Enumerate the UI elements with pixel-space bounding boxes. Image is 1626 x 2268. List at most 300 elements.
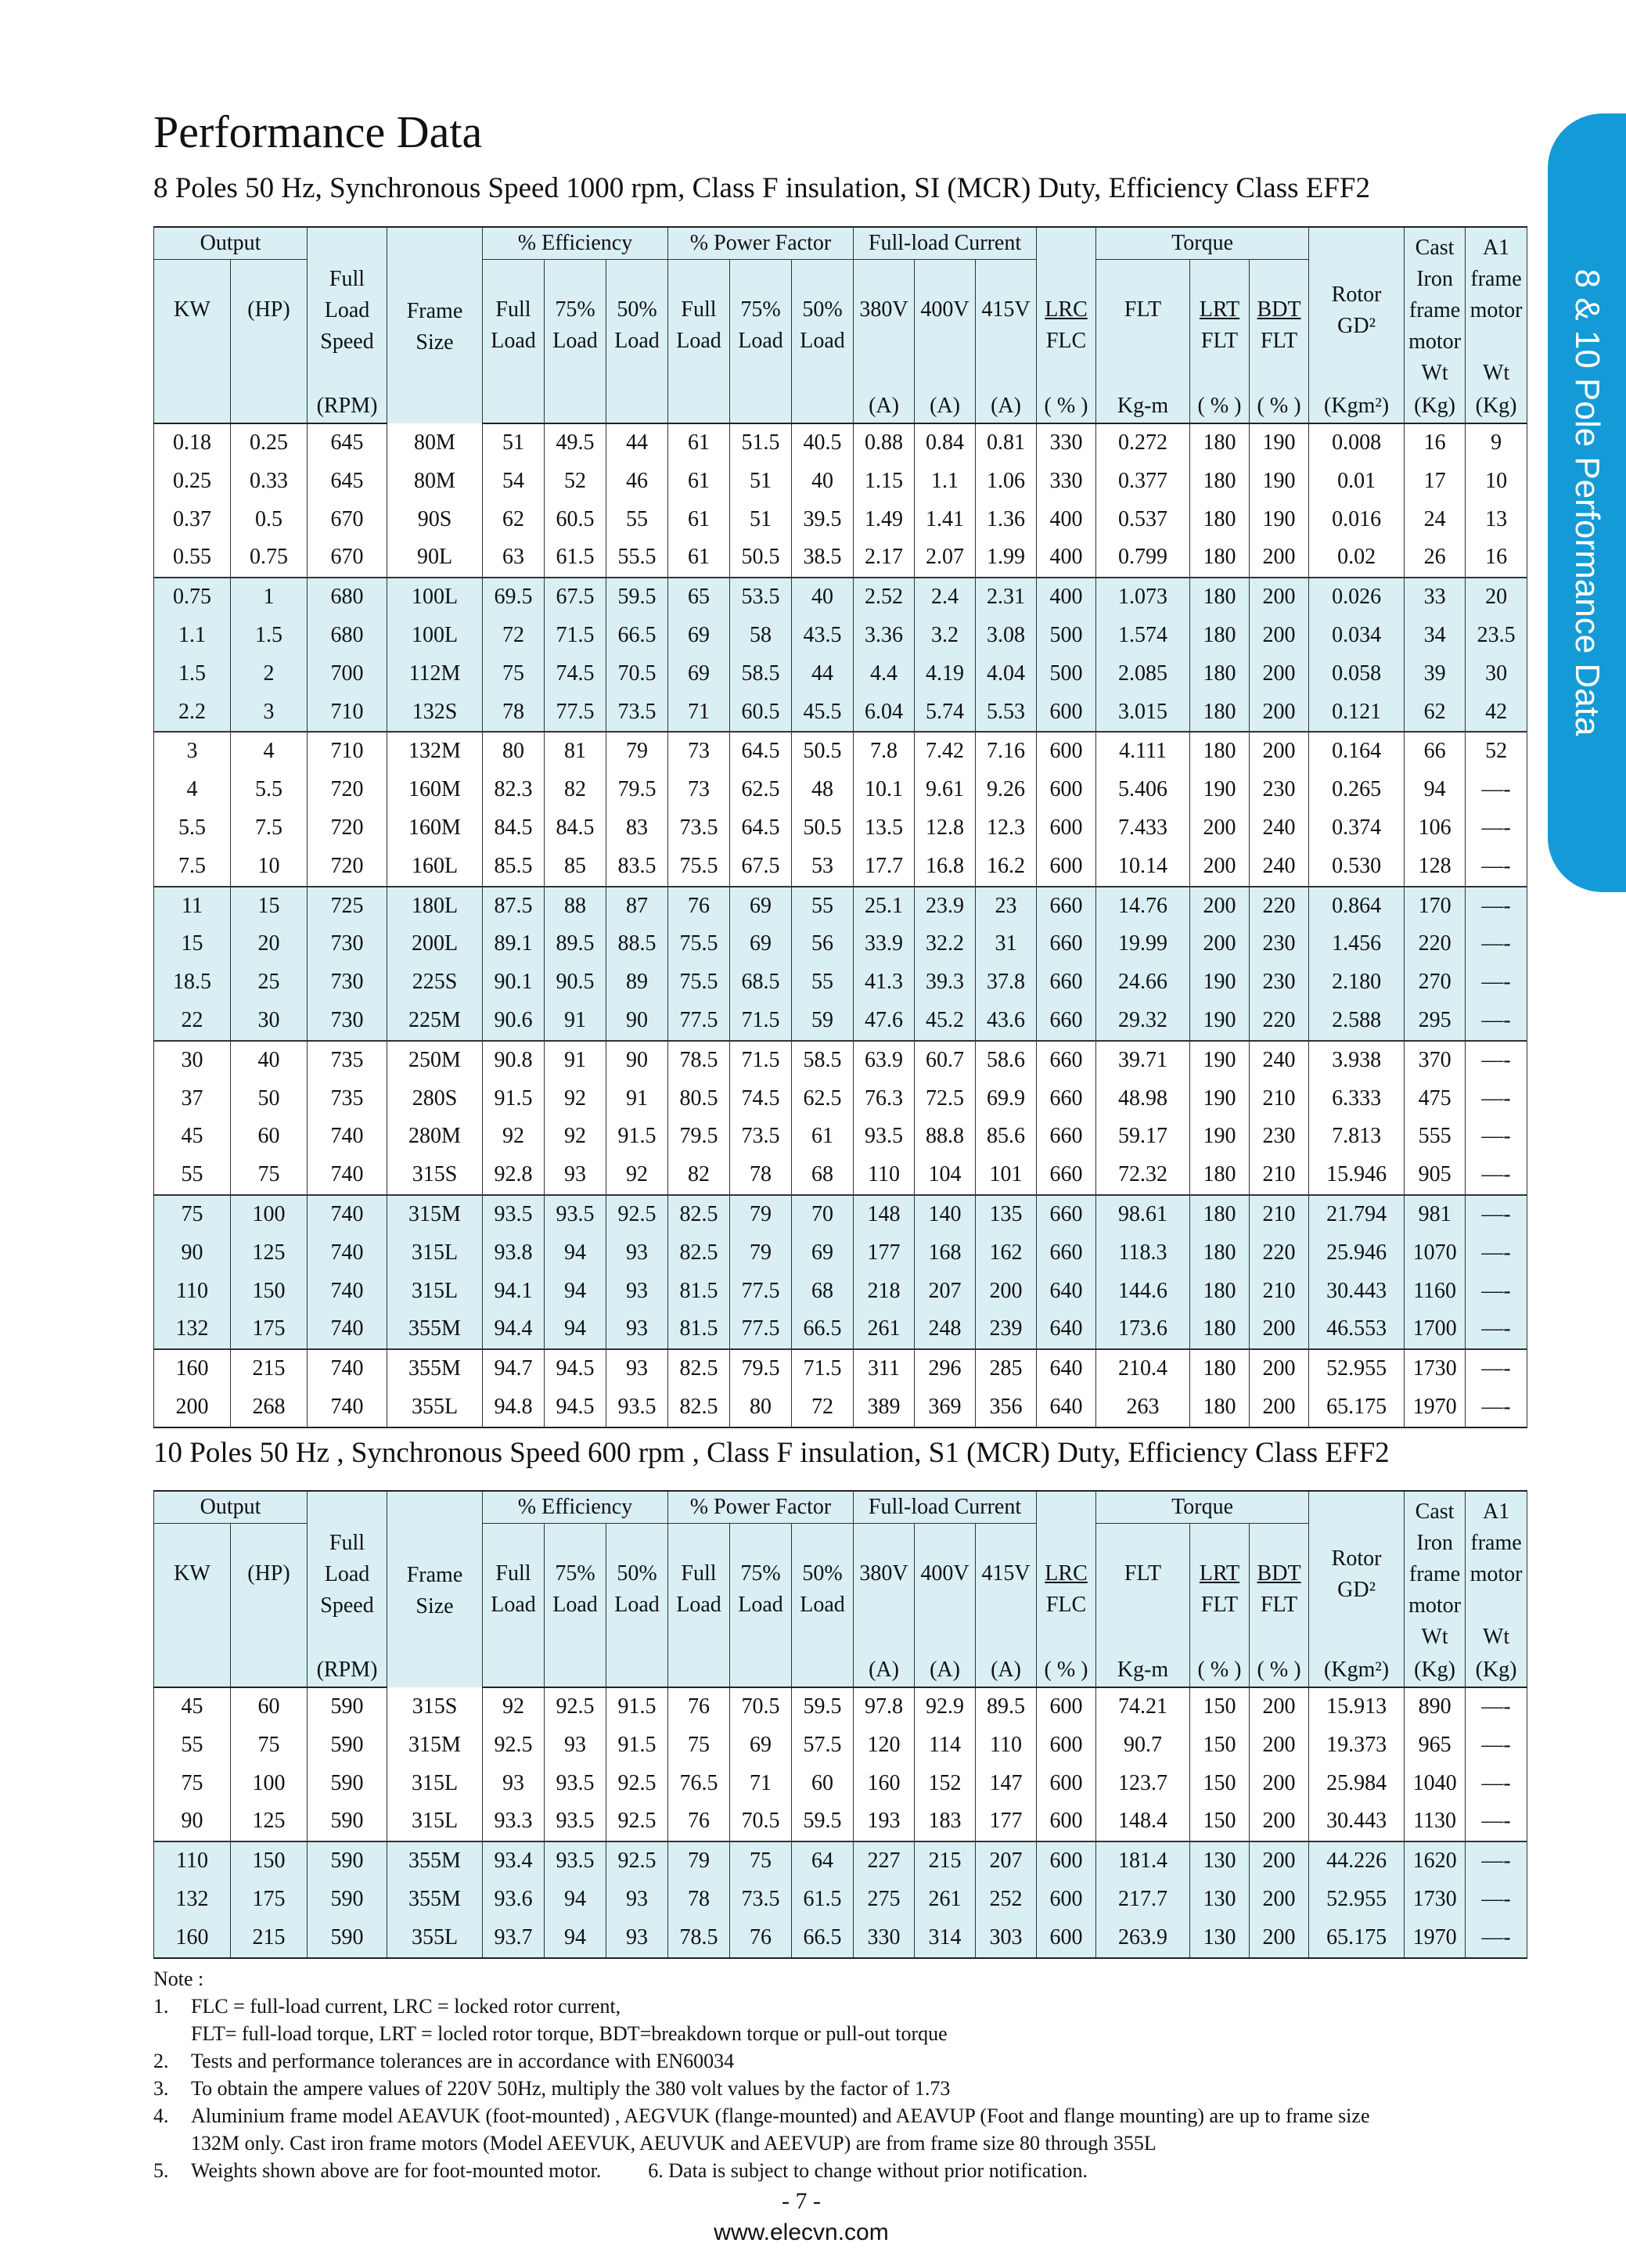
table-cell: 180 bbox=[1190, 423, 1250, 463]
table-cell: 1970 bbox=[1405, 1388, 1466, 1427]
table-cell: 4.04 bbox=[976, 655, 1037, 693]
table-cell: 94.7 bbox=[483, 1349, 545, 1388]
table-cell: 75 bbox=[231, 1726, 308, 1765]
table-cell: 177 bbox=[976, 1802, 1037, 1841]
header-eff-75: 75% Load bbox=[545, 260, 606, 391]
unit-pct-lrt: ( % ) bbox=[1190, 390, 1250, 423]
table-cell: —- bbox=[1466, 1687, 1527, 1726]
table-cell: 0.537 bbox=[1096, 501, 1190, 539]
table-cell: 106 bbox=[1405, 809, 1466, 848]
table-cell: 311 bbox=[854, 1349, 915, 1388]
table-cell: 44 bbox=[606, 423, 668, 463]
table-cell: 730 bbox=[308, 963, 387, 1002]
table-cell: 160L bbox=[387, 848, 483, 887]
table-cell: 60.7 bbox=[915, 1041, 976, 1080]
table-cell: 70.5 bbox=[606, 655, 668, 693]
table-row bbox=[154, 1234, 1527, 1273]
table-cell: 72.5 bbox=[915, 1080, 976, 1118]
table-cell: 30 bbox=[154, 1041, 231, 1080]
table-cell: 91.5 bbox=[606, 1118, 668, 1156]
table-cell: 10.1 bbox=[854, 771, 915, 809]
table-cell: 90L bbox=[387, 538, 483, 578]
table-cell: 75.5 bbox=[668, 963, 730, 1002]
table-cell: 87 bbox=[606, 887, 668, 926]
table-cell: 88.5 bbox=[606, 925, 668, 963]
table-cell: 9.61 bbox=[915, 771, 976, 809]
table-cell: 93.4 bbox=[483, 1841, 545, 1881]
table-cell: 76.5 bbox=[668, 1765, 730, 1803]
notes-heading: Note : bbox=[153, 1967, 204, 1990]
unit-pct-bdt: ( % ) bbox=[1250, 390, 1309, 423]
table-cell: 10 bbox=[1466, 463, 1527, 501]
table-cell: 135 bbox=[976, 1195, 1037, 1234]
table-cell: 61 bbox=[668, 538, 730, 578]
table-cell: 355L bbox=[387, 1388, 483, 1427]
table-cell: 58.6 bbox=[976, 1041, 1037, 1080]
unit-amp-400: (A) bbox=[915, 1654, 976, 1687]
table-cell: 710 bbox=[308, 732, 387, 771]
table-row bbox=[154, 1919, 1527, 1958]
table-cell: 1620 bbox=[1405, 1841, 1466, 1881]
table-cell: 92.5 bbox=[483, 1726, 545, 1765]
table-cell: —- bbox=[1466, 963, 1527, 1002]
table-cell: 55 bbox=[792, 963, 854, 1002]
table-cell: 890 bbox=[1405, 1687, 1466, 1726]
table-cell: 285 bbox=[976, 1349, 1037, 1388]
table-cell: 1.49 bbox=[854, 501, 915, 539]
table-cell: 76 bbox=[730, 1919, 792, 1958]
table-cell: 15.946 bbox=[1309, 1156, 1405, 1195]
header-hp: (HP) bbox=[231, 1524, 308, 1654]
table-cell: 0.37 bbox=[154, 501, 231, 539]
table-cell: 150 bbox=[231, 1841, 308, 1881]
table-cell: 5.5 bbox=[154, 809, 231, 848]
table-cell: 79 bbox=[730, 1234, 792, 1273]
table-cell: 1160 bbox=[1405, 1273, 1466, 1311]
header-full-load-current: Full-load Current bbox=[854, 1491, 1037, 1524]
table-cell: 48.98 bbox=[1096, 1080, 1190, 1118]
table-cell: 200 bbox=[1250, 693, 1309, 733]
table-cell: 90.5 bbox=[545, 963, 606, 1002]
table-cell: —- bbox=[1466, 1881, 1527, 1919]
table-cell: 0.25 bbox=[154, 463, 231, 501]
table-cell: 77.5 bbox=[730, 1273, 792, 1311]
header-lrc-flc: LRC FLC bbox=[1037, 1524, 1096, 1654]
table-cell: 315S bbox=[387, 1156, 483, 1195]
table-cell: 75 bbox=[730, 1841, 792, 1881]
table-cell: 660 bbox=[1037, 1041, 1096, 1080]
table-cell: 0.530 bbox=[1309, 848, 1405, 887]
table-cell: 180 bbox=[1190, 693, 1250, 733]
table-cell: 200 bbox=[1250, 1349, 1309, 1388]
table-cell: 355M bbox=[387, 1349, 483, 1388]
table-cell: 200 bbox=[1250, 1802, 1309, 1841]
table-cell: 90 bbox=[154, 1802, 231, 1841]
unit-kgm2: (Kgm²) bbox=[1309, 1654, 1405, 1687]
table-cell: 590 bbox=[308, 1687, 387, 1726]
table-cell: 82.5 bbox=[668, 1349, 730, 1388]
table-cell: 220 bbox=[1405, 925, 1466, 963]
table-cell: 600 bbox=[1037, 732, 1096, 771]
table-cell: 33.9 bbox=[854, 925, 915, 963]
table-cell: 52 bbox=[1466, 732, 1527, 771]
table-cell: 110 bbox=[154, 1841, 231, 1881]
table-cell: 71.5 bbox=[730, 1041, 792, 1080]
table-cell: 0.33 bbox=[231, 463, 308, 501]
table-cell: 2.31 bbox=[976, 578, 1037, 617]
table-cell: 180 bbox=[1190, 732, 1250, 771]
table-cell: 84.5 bbox=[545, 809, 606, 848]
unit-kg-a1: (Kg) bbox=[1466, 1654, 1527, 1687]
table-cell: 1.5 bbox=[231, 617, 308, 655]
table-cell: 600 bbox=[1037, 1802, 1096, 1841]
table-cell: 660 bbox=[1037, 1234, 1096, 1273]
table-cell: 160 bbox=[154, 1349, 231, 1388]
table-cell: 4.19 bbox=[915, 655, 976, 693]
table-cell: 200 bbox=[1250, 1726, 1309, 1765]
table-cell: 94 bbox=[545, 1919, 606, 1958]
table-cell: 315S bbox=[387, 1687, 483, 1726]
table-cell: 90S bbox=[387, 501, 483, 539]
table-cell: 4 bbox=[154, 771, 231, 809]
table-cell: 730 bbox=[308, 1002, 387, 1041]
table-cell: 10.14 bbox=[1096, 848, 1190, 887]
table-cell: 660 bbox=[1037, 887, 1096, 926]
table-cell: 90 bbox=[606, 1002, 668, 1041]
unit-amp-400: (A) bbox=[915, 390, 976, 423]
table-cell: 180 bbox=[1190, 463, 1250, 501]
table-row bbox=[154, 1349, 1527, 1388]
header-eff-75: 75% Load bbox=[545, 1524, 606, 1654]
table-cell: 20 bbox=[231, 925, 308, 963]
table-cell: 640 bbox=[1037, 1310, 1096, 1349]
table-cell: 51 bbox=[730, 463, 792, 501]
table-cell: 210 bbox=[1250, 1080, 1309, 1118]
header-380v: 380V bbox=[854, 1524, 915, 1654]
table-cell: 71 bbox=[668, 693, 730, 733]
table-cell: —- bbox=[1466, 1802, 1527, 1841]
table-cell: 92 bbox=[545, 1118, 606, 1156]
table-row bbox=[154, 1273, 1527, 1311]
table-cell: 0.008 bbox=[1309, 423, 1405, 463]
table-cell: 47.6 bbox=[854, 1002, 915, 1041]
table-cell: 905 bbox=[1405, 1156, 1466, 1195]
table-row bbox=[154, 1310, 1527, 1349]
table-cell: 81.5 bbox=[668, 1273, 730, 1311]
table-cell: 110 bbox=[154, 1273, 231, 1311]
table-cell: 2.52 bbox=[854, 578, 915, 617]
table-row bbox=[154, 1726, 1527, 1765]
table-cell: 0.75 bbox=[231, 538, 308, 578]
table-cell: 220 bbox=[1250, 1002, 1309, 1041]
table-cell: 66.5 bbox=[792, 1919, 854, 1958]
table-cell: 710 bbox=[308, 693, 387, 733]
table-cell: 370 bbox=[1405, 1041, 1466, 1080]
table-cell: 1070 bbox=[1405, 1234, 1466, 1273]
header-cast-iron-weight: Cast Iron frame motor Wt bbox=[1405, 1491, 1466, 1654]
table-row bbox=[154, 1841, 1527, 1881]
table-cell: 43.5 bbox=[792, 617, 854, 655]
table-cell: 45.2 bbox=[915, 1002, 976, 1041]
header-full-load-speed: Full Load Speed bbox=[308, 1491, 387, 1654]
table-cell: 23 bbox=[976, 887, 1037, 926]
table-cell: 180L bbox=[387, 887, 483, 926]
table-cell: 85.6 bbox=[976, 1118, 1037, 1156]
table-cell: 720 bbox=[308, 809, 387, 848]
table-cell: 4 bbox=[231, 732, 308, 771]
table-cell: 93 bbox=[545, 1726, 606, 1765]
table-cell: 92 bbox=[483, 1687, 545, 1726]
header-bdt-flt: BDT FLT bbox=[1250, 1524, 1309, 1654]
table-cell: 225S bbox=[387, 963, 483, 1002]
table-cell: 97.8 bbox=[854, 1687, 915, 1726]
table-cell: 215 bbox=[231, 1919, 308, 1958]
table-cell: 78 bbox=[730, 1156, 792, 1195]
table-cell: 200 bbox=[1250, 617, 1309, 655]
unit-pct-lrc: ( % ) bbox=[1037, 390, 1096, 423]
table-cell: 981 bbox=[1405, 1195, 1466, 1234]
table-cell: 183 bbox=[915, 1802, 976, 1841]
table-cell: 2.588 bbox=[1309, 1002, 1405, 1041]
table-cell: 93.5 bbox=[545, 1802, 606, 1841]
table-cell: 1730 bbox=[1405, 1349, 1466, 1388]
table-cell: 210.4 bbox=[1096, 1349, 1190, 1388]
table-cell: 93.5 bbox=[545, 1841, 606, 1881]
table-cell: 5.53 bbox=[976, 693, 1037, 733]
table-cell: 0.377 bbox=[1096, 463, 1190, 501]
table-row bbox=[154, 617, 1527, 655]
table-cell: 55 bbox=[154, 1156, 231, 1195]
table-cell: 76 bbox=[668, 1802, 730, 1841]
table-cell: 200 bbox=[1250, 578, 1309, 617]
header-pf-75: 75% Load bbox=[730, 260, 792, 391]
table-cell: 26 bbox=[1405, 538, 1466, 578]
table-cell: 68.5 bbox=[730, 963, 792, 1002]
table-cell: 30.443 bbox=[1309, 1273, 1405, 1311]
table-cell: 84.5 bbox=[483, 809, 545, 848]
table-cell: —- bbox=[1466, 1195, 1527, 1234]
table-cell: 44 bbox=[792, 655, 854, 693]
header-lrt-flt: LRT FLT bbox=[1190, 260, 1250, 391]
table-cell: 60 bbox=[231, 1687, 308, 1726]
table-cell: 112M bbox=[387, 655, 483, 693]
table-cell: 75 bbox=[668, 1726, 730, 1765]
table-cell: 2.2 bbox=[154, 693, 231, 733]
table-row bbox=[154, 578, 1527, 617]
table-cell: 190 bbox=[1190, 1080, 1250, 1118]
table-cell: 215 bbox=[915, 1841, 976, 1881]
table-row bbox=[154, 1002, 1527, 1041]
table-cell: —- bbox=[1466, 1349, 1527, 1388]
table-cell: 180 bbox=[1190, 501, 1250, 539]
table-cell: 2.07 bbox=[915, 538, 976, 578]
table-cell: 50 bbox=[231, 1080, 308, 1118]
table-cell: 670 bbox=[308, 538, 387, 578]
table-cell: 74.21 bbox=[1096, 1687, 1190, 1726]
table-cell: 33 bbox=[1405, 578, 1466, 617]
header-380v: 380V bbox=[854, 260, 915, 391]
table-cell: 60 bbox=[792, 1765, 854, 1803]
table-cell: 70.5 bbox=[730, 1687, 792, 1726]
header-cast-iron-weight: Cast Iron frame motor Wt bbox=[1405, 227, 1466, 390]
table-cell: 100 bbox=[231, 1765, 308, 1803]
table-cell: 79 bbox=[730, 1195, 792, 1234]
header-efficiency: % Efficiency bbox=[483, 227, 668, 260]
table-cell: 0.75 bbox=[154, 578, 231, 617]
table-cell: 22 bbox=[154, 1002, 231, 1041]
table-cell: 7.813 bbox=[1309, 1118, 1405, 1156]
page-number: - 7 - bbox=[782, 2188, 821, 2214]
table-cell: 16.2 bbox=[976, 848, 1037, 887]
table-row bbox=[154, 887, 1527, 926]
website-url: www.elecvn.com bbox=[714, 2219, 889, 2245]
header-pf-full-load: Full Load bbox=[668, 260, 730, 391]
table-cell: —- bbox=[1466, 1041, 1527, 1080]
table-cell: 73.5 bbox=[606, 693, 668, 733]
table-cell: 90.6 bbox=[483, 1002, 545, 1041]
table-cell: 280M bbox=[387, 1118, 483, 1156]
table-cell: 735 bbox=[308, 1080, 387, 1118]
table-cell: 9 bbox=[1466, 423, 1527, 463]
table-cell: 0.81 bbox=[976, 423, 1037, 463]
table-cell: 82.5 bbox=[668, 1388, 730, 1427]
table-cell: 81 bbox=[545, 732, 606, 771]
table-cell: 100L bbox=[387, 578, 483, 617]
unit-amp-415: (A) bbox=[976, 1654, 1037, 1687]
table-cell: —- bbox=[1466, 1841, 1527, 1881]
table-cell: 55.5 bbox=[606, 538, 668, 578]
table-cell: 1.456 bbox=[1309, 925, 1405, 963]
header-hp: (HP) bbox=[231, 260, 308, 391]
table-cell: 40.5 bbox=[792, 423, 854, 463]
header-frame-size: Frame Size bbox=[387, 1491, 483, 1687]
table-cell: 71.5 bbox=[730, 1002, 792, 1041]
table-cell: 94.1 bbox=[483, 1273, 545, 1311]
table-cell: 74.5 bbox=[730, 1080, 792, 1118]
header-flt: FLT bbox=[1096, 1524, 1190, 1654]
table-cell: 147 bbox=[976, 1765, 1037, 1803]
table-cell: 67.5 bbox=[730, 848, 792, 887]
table-cell: 80M bbox=[387, 423, 483, 463]
table-cell: 180 bbox=[1190, 1273, 1250, 1311]
table-row bbox=[154, 1195, 1527, 1234]
unit-kg-cast: (Kg) bbox=[1405, 390, 1466, 423]
table-cell: 89.1 bbox=[483, 925, 545, 963]
table-cell: 54 bbox=[483, 463, 545, 501]
table-cell: 15 bbox=[154, 925, 231, 963]
table-cell: 79 bbox=[668, 1841, 730, 1881]
table-cell: 190 bbox=[1190, 963, 1250, 1002]
notes bbox=[153, 1965, 1562, 2184]
table-cell: 0.84 bbox=[915, 423, 976, 463]
header-kw: KW bbox=[154, 260, 231, 391]
table-cell: 51 bbox=[730, 501, 792, 539]
table-cell: 190 bbox=[1250, 463, 1309, 501]
table-cell: 21.794 bbox=[1309, 1195, 1405, 1234]
table-cell: 1970 bbox=[1405, 1919, 1466, 1958]
table-cell: 73.5 bbox=[668, 809, 730, 848]
table-cell: 10 bbox=[231, 848, 308, 887]
table-cell: 16.8 bbox=[915, 848, 976, 887]
table-cell: 19.99 bbox=[1096, 925, 1190, 963]
table-cell: 76 bbox=[668, 1687, 730, 1726]
table-cell: 389 bbox=[854, 1388, 915, 1427]
table-cell: 1.1 bbox=[915, 463, 976, 501]
table-cell: 34 bbox=[1405, 617, 1466, 655]
table-cell: 210 bbox=[1250, 1156, 1309, 1195]
table-cell: 64 bbox=[792, 1841, 854, 1881]
table-cell: 66 bbox=[1405, 732, 1466, 771]
table-cell: 150 bbox=[1190, 1687, 1250, 1726]
side-tab-label: 8 & 10 Pole Performance Data bbox=[1568, 268, 1606, 736]
table-cell: 48 bbox=[792, 771, 854, 809]
table-cell: 132 bbox=[154, 1310, 231, 1349]
table-cell: 1.36 bbox=[976, 501, 1037, 539]
table-cell: 200 bbox=[1250, 1919, 1309, 1958]
table-cell: 0.034 bbox=[1309, 617, 1405, 655]
table-cell: 2 bbox=[231, 655, 308, 693]
table-cell: 645 bbox=[308, 463, 387, 501]
table-cell: 660 bbox=[1037, 1080, 1096, 1118]
header-eff-50: 50% Load bbox=[606, 1524, 668, 1654]
unit-pct-lrt: ( % ) bbox=[1190, 1654, 1250, 1687]
table-cell: 3.2 bbox=[915, 617, 976, 655]
table-10-pole bbox=[153, 1490, 1527, 1959]
header-415v: 415V bbox=[976, 260, 1037, 391]
unit-rpm: (RPM) bbox=[308, 1654, 387, 1687]
table-cell: 30.443 bbox=[1309, 1802, 1405, 1841]
table-cell: 17.7 bbox=[854, 848, 915, 887]
table-cell: 53 bbox=[792, 848, 854, 887]
table-row bbox=[154, 1388, 1527, 1427]
table-cell: 125 bbox=[231, 1802, 308, 1841]
table-cell: —- bbox=[1466, 887, 1527, 926]
table-cell: 600 bbox=[1037, 1726, 1096, 1765]
table-cell: 58.5 bbox=[730, 655, 792, 693]
table-cell: 90.1 bbox=[483, 963, 545, 1002]
table-cell: 7.5 bbox=[231, 809, 308, 848]
table-cell: 0.265 bbox=[1309, 771, 1405, 809]
table-cell: 45.5 bbox=[792, 693, 854, 733]
table-cell: 61 bbox=[668, 423, 730, 463]
table-cell: 132S bbox=[387, 693, 483, 733]
table-cell: 87.5 bbox=[483, 887, 545, 926]
table-cell: 61 bbox=[668, 463, 730, 501]
table-cell: 43.6 bbox=[976, 1002, 1037, 1041]
table-cell: 18.5 bbox=[154, 963, 231, 1002]
table-cell: 128 bbox=[1405, 848, 1466, 887]
header-rotor-gd2: Rotor GD² bbox=[1309, 227, 1405, 390]
table-cell: 77.5 bbox=[668, 1002, 730, 1041]
table-cell: 114 bbox=[915, 1726, 976, 1765]
table-cell: —- bbox=[1466, 809, 1527, 848]
table-cell: 91.5 bbox=[606, 1726, 668, 1765]
table-cell: 93.5 bbox=[606, 1388, 668, 1427]
table-cell: 263 bbox=[1096, 1388, 1190, 1427]
table-cell: 59.17 bbox=[1096, 1118, 1190, 1156]
table-row bbox=[154, 732, 1527, 771]
table-cell: 355L bbox=[387, 1919, 483, 1958]
table-cell: —- bbox=[1466, 1765, 1527, 1803]
table-cell: 200L bbox=[387, 925, 483, 963]
header-eff-full-load: Full Load bbox=[483, 1524, 545, 1654]
table-cell: —- bbox=[1466, 1156, 1527, 1195]
table-cell: 11 bbox=[154, 887, 231, 926]
table-cell: 88 bbox=[545, 887, 606, 926]
table-cell: 180 bbox=[1190, 617, 1250, 655]
table-cell: 640 bbox=[1037, 1273, 1096, 1311]
table-cell: 80 bbox=[730, 1388, 792, 1427]
